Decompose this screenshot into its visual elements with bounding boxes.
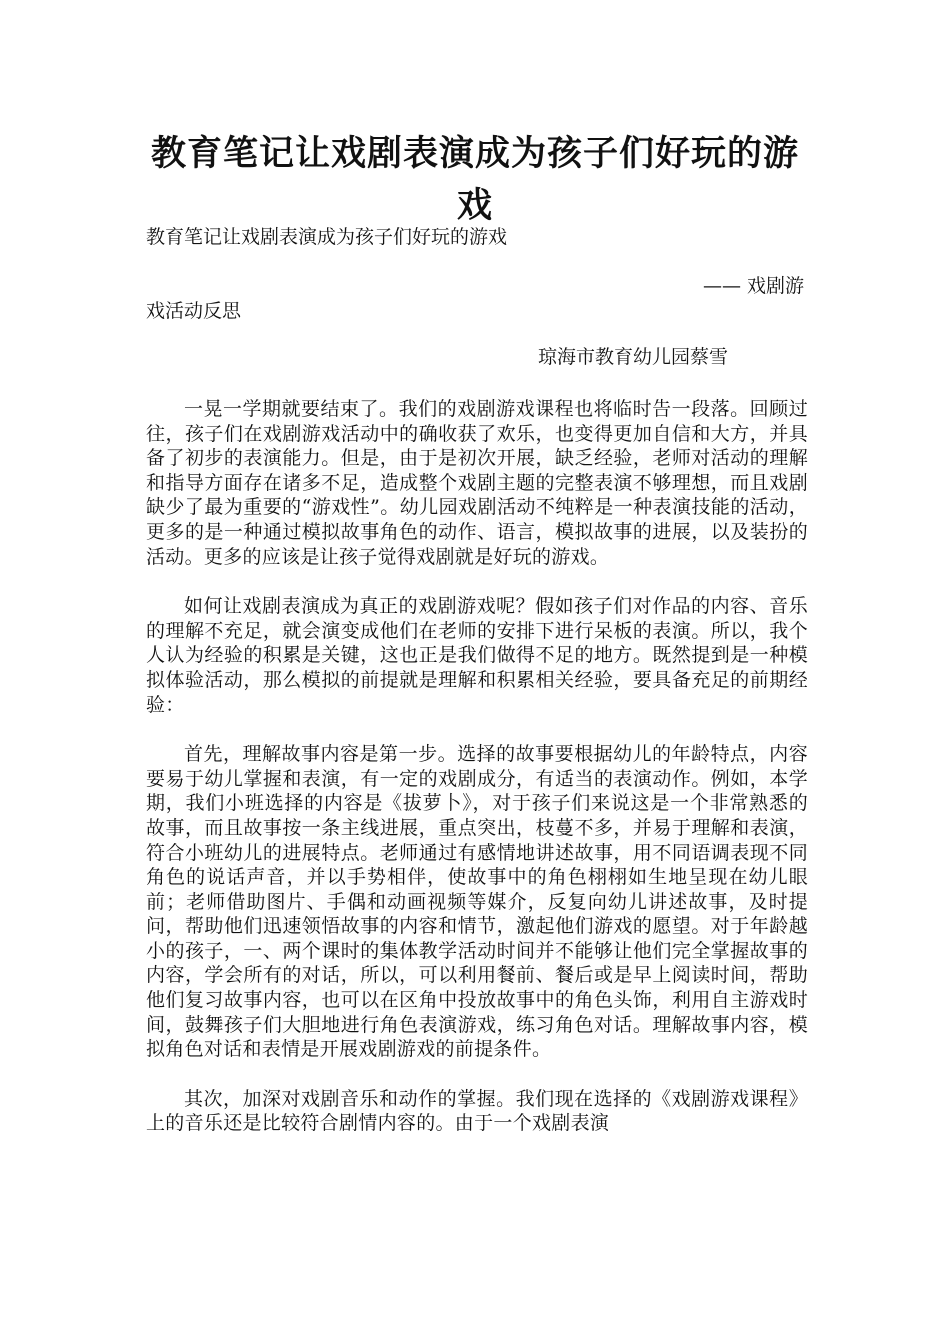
byline-line-1: —— 戏剧游 — [702, 275, 804, 297]
paragraph-1: 一晃一学期就要结束了。我们的戏剧游戏课程也将临时告一段落。回顾过往，孩子们在戏剧游戏活动中的确收获了欢乐，也变得更加自信和大方，并具备了初步的表演能力。但是，由于是初次开展，缺乏经验，老师对活动的理解和指导方面存在诸多不足，造成整个戏剧主题的完整表演不够理想，而且戏剧缺少了最为重要的“游戏性”。幼儿园戏剧活动不纯粹是一种表演技能的活动，更多的是一种通过模拟故事角色的动作、语言，模拟故事的进展，以及装扮的活动。更多的应该是让孩子觉得戏剧就是好玩的游戏。 — [146, 398, 808, 568]
body-text — [146, 397, 808, 1161]
document-subtitle: 教育笔记让戏剧表演成为孩子们好玩的游戏 — [146, 226, 508, 248]
paragraph-2: 如何让戏剧表演成为真正的戏剧游戏呢？假如孩子们对作品的内容、音乐的理解不充足，就会演变成他们在老师的安排下进行呆板的表演。所以，我个人认为经验的积累是关键，这也正是我们做得不足的地方。既然提到是一种模拟体验活动，那么模拟的前提就是理解和积累相关经验，要具备充足的前期经验： — [146, 595, 808, 716]
byline-line-2: 戏活动反思 — [146, 300, 242, 322]
paragraph-3: 首先，理解故事内容是第一步。选择的故事要根据幼儿的年龄特点，内容要易于幼儿掌握和表演，有一定的戏剧成分，有适当的表演动作。例如，本学期，我们小班选择的内容是《拔萝卜》，对于孩子们来说这是一个非常熟悉的故事，而且故事按一条主线进展，重点突出，枝蔓不多，并易于理解和表演，符合小班幼儿的进展特点。老师通过有感情地讲述故事，用不同语调表现不同角色的说话声音，并以手势相伴，使故事中的角色栩栩如生地呈现在幼儿眼前；老师借助图片、手偶和动画视频等媒介，反复向幼儿讲述故事，及时提问，帮助他们迅速领悟故事的内容和情节，激起他们游戏的愿望。对于年龄越小的孩子，一、两个课时的集体教学活动时间并不能够让他们完全掌握故事的内容，学会所有的对话，所以，可以利用餐前、餐后或是早上阅读时间，帮助他们复习故事内容，也可以在区角中投放故事中的角色头饰，利用自主游戏时间，鼓舞孩子们大胆地进行角色表演游戏，练习角色对话。理解故事内容，模拟角色对话和表情是开展戏剧游戏的前提条件。 — [146, 743, 808, 1061]
author-line: 琼海市教育幼儿园蔡雪 — [538, 346, 729, 368]
paragraph-4: 其次，加深对戏剧音乐和动作的掌握。我们现在选择的《戏剧游戏课程》 上的音乐还是比较符合剧情内容的。由于一个戏剧表演 — [146, 1087, 808, 1135]
document-title: 教育笔记让戏剧表演成为孩子们好玩的游戏 — [150, 133, 799, 226]
